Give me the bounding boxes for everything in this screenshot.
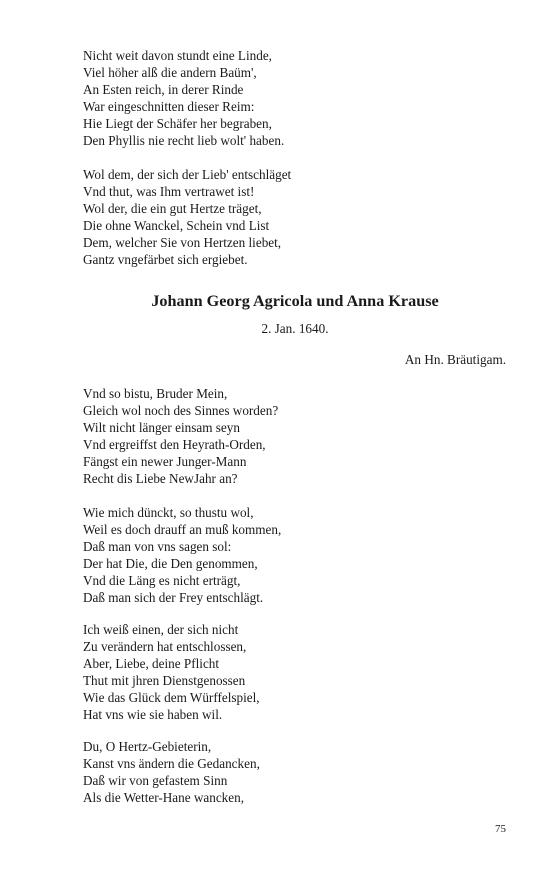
verse-line: Hat vns wie sie haben wil.: [83, 707, 223, 723]
verse-line: Zu verändern hat entschlossen,: [83, 639, 247, 655]
verse-line: Wie mich dünckt, so thustu wol,: [83, 505, 254, 520]
verse-line: Den Phyllis nie recht lieb wolt' haben.: [83, 133, 285, 149]
verse-line: Ich weiß einen, der sich nicht: [83, 622, 239, 637]
stanza-6: [83, 738, 260, 806]
verse-line: Wie das Glück dem Würffelspiel,: [83, 690, 260, 706]
poem-date: 2. Jan. 1640.: [261, 321, 329, 336]
stanza-1: [83, 47, 284, 150]
verse-line: Vnd so bistu, Bruder Mein,: [83, 386, 228, 401]
stanza-3: [83, 385, 278, 488]
verse-line: Hie Liegt der Schäfer her begraben,: [83, 116, 272, 132]
page-number: 75: [495, 823, 506, 835]
verse-line: Thut mit jhren Dienstgenossen: [83, 673, 246, 689]
verse-line: Du, O Hertz-Gebieterin,: [83, 739, 212, 754]
verse-line: Als die Wetter-Hane wancken,: [83, 790, 245, 806]
verse-line: Der hat Die, die Den genommen,: [83, 556, 258, 572]
verse-line: Wol der, die ein gut Hertze träget,: [83, 201, 262, 217]
verse-line: Viel höher alß die andern Baüm',: [83, 65, 257, 81]
verse-line: War eingeschnitten dieser Reim:: [83, 99, 255, 115]
verse-line: Nicht weit davon stundt eine Linde,: [83, 48, 272, 63]
verse-line: Kanst vns ändern die Gedancken,: [83, 756, 260, 772]
verse-line: Gleich wol noch des Sinnes worden?: [83, 403, 279, 419]
verse-line: Vnd thut, was Ihm vertrawet ist!: [83, 184, 255, 200]
verse-line: Aber, Liebe, deine Pflicht: [83, 656, 220, 672]
stanza-5: [83, 621, 260, 724]
verse-line: Vnd ergreiffst den Heyrath-Orden,: [83, 437, 266, 453]
verse-line: Vnd die Läng es nicht erträgt,: [83, 573, 241, 589]
verse-line: Daß wir von gefastem Sinn: [83, 773, 228, 789]
verse-line: Gantz vngefärbet sich ergiebet.: [83, 252, 248, 268]
verse-line: An Esten reich, in derer Rinde: [83, 82, 244, 98]
verse-line: Fängst ein newer Junger-Mann: [83, 454, 247, 470]
poem-dedication: An Hn. Bräutigam.: [404, 352, 506, 367]
verse-line: Wilt nicht länger einsam seyn: [83, 420, 240, 436]
verse-line: Daß man sich der Frey entschlägt.: [83, 590, 264, 606]
poem-title: Johann Georg Agricola und Anna Krause: [151, 292, 439, 310]
verse-line: Recht dis Liebe NewJahr an?: [83, 471, 238, 487]
verse-line: Daß man von vns sagen sol:: [83, 539, 232, 555]
stanza-2: [83, 166, 291, 269]
stanza-4: [83, 504, 281, 607]
verse-line: Die ohne Wanckel, Schein vnd List: [83, 218, 270, 234]
verse-line: Dem, welcher Sie von Hertzen liebet,: [83, 235, 282, 251]
verse-line: Weil es doch drauff an muß kommen,: [83, 522, 282, 538]
verse-line: Wol dem, der sich der Lieb' entschläget: [83, 167, 292, 182]
